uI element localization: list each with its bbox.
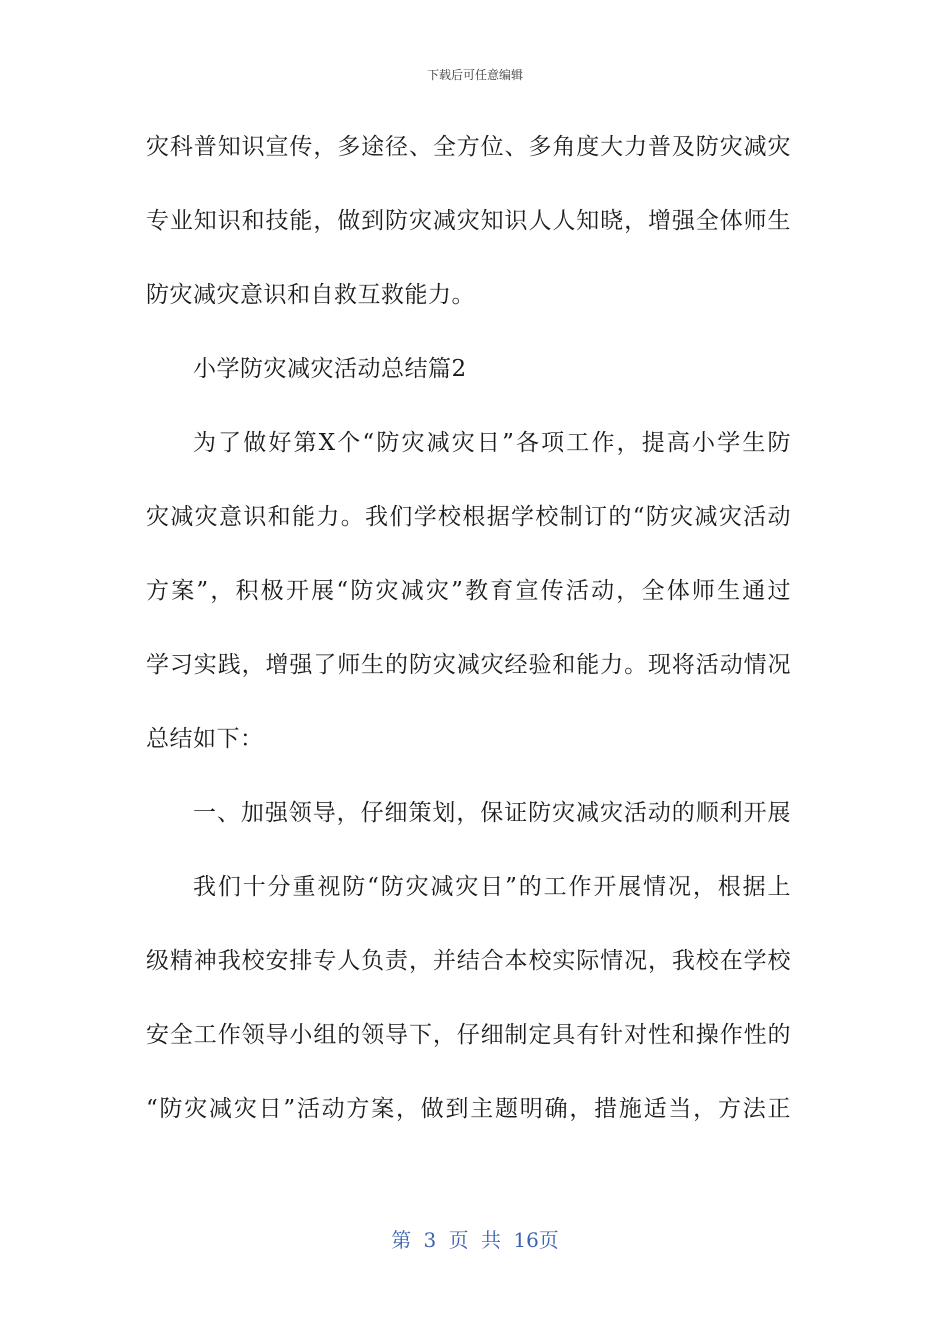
body-line: 级精神我校安排专人负责，并结合本校实际情况，我校在学校	[146, 948, 791, 974]
body-line: 灾科普知识宣传，多途径、全方位、多角度大力普及防灾减灾	[146, 134, 791, 160]
page-number-footer: 第 3 页 共 16页	[391, 1228, 559, 1252]
body-line: 为了做好第X个“防灾减灾日”各项工作，提高小学生防	[193, 430, 791, 456]
body-line: 灾减灾意识和能力。我们学校根据学校制订的“防灾减灾活动	[146, 504, 791, 530]
body-line: 安全工作领导小组的领导下，仔细制定具有针对性和操作性的	[146, 1022, 791, 1048]
section-heading: 一、加强领导，仔细策划，保证防灾减灾活动的顺利开展	[193, 800, 791, 826]
section-title: 小学防灾减灾活动总结篇2	[193, 356, 467, 382]
body-line: “防灾减灾日”活动方案，做到主题明确，措施适当，方法正	[146, 1096, 791, 1122]
body-line: 方案”，积极开展“防灾减灾”教育宣传活动，全体师生通过	[146, 578, 791, 604]
document-body	[146, 124, 791, 1160]
body-line: 防灾减灾意识和自救互救能力。	[146, 282, 475, 308]
body-line: 学习实践，增强了师生的防灾减灾经验和能力。现将活动情况	[146, 652, 791, 678]
page-header: 下载后可任意编辑	[426, 68, 523, 82]
body-line: 专业知识和技能，做到防灾减灾知识人人知晓，增强全体师生	[146, 208, 791, 234]
body-line: 总结如下：	[146, 726, 264, 752]
body-line: 我们十分重视防“防灾减灾日”的工作开展情况，根据上	[193, 874, 791, 900]
